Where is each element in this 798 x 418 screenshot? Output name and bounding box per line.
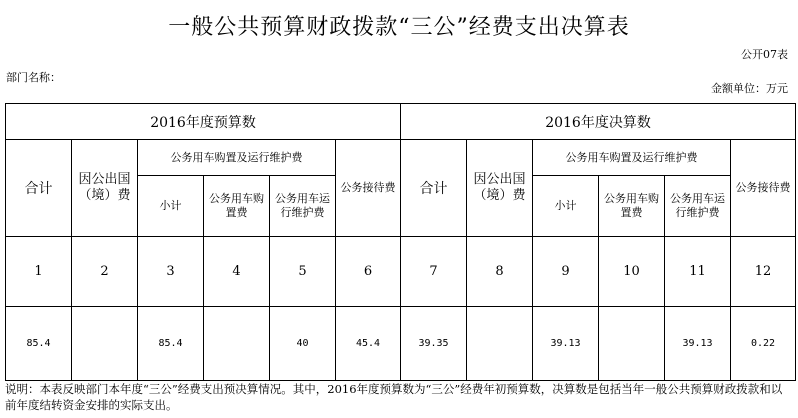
expenditure-table [5,103,796,381]
group-header-row [6,104,796,140]
column-number: 9 [533,237,599,307]
budget-total-header: 合计 [6,140,72,237]
page-title: 一般公共预算财政拨款“三公”经费支出决算表 [168,15,630,40]
final-vehicle-purchase-header: 公务用车购置费 [599,176,665,237]
budget-vehicle-maint-header: 公务用车运行维护费 [270,176,336,237]
budget-vehicle-group-header: 公务用车购置及运行维护费 [138,140,336,176]
department-label: 部门名称： [6,71,61,84]
budget-subtotal-value: 85.4 [138,307,204,381]
column-number: 7 [401,237,467,307]
column-number-row [6,237,796,307]
final-total-header: 合计 [401,140,467,237]
table-note: 说明：本表反映部门本年度“三公”经费支出预决算情况。其中，2016年度预算数为“三公”经费年初预算数，决算数是包括当年一般公共预算财政拨款和以前年度结转资金安排的实际支出。 [5,382,783,412]
column-number: 5 [270,237,336,307]
column-number: 2 [72,237,138,307]
budget-subtotal-header: 小计 [138,176,204,237]
column-number: 8 [467,237,533,307]
final-subtotal-header: 小计 [533,176,599,237]
final-vehicle-group-header: 公务用车购置及运行维护费 [533,140,731,176]
column-number: 12 [731,237,796,307]
amount-unit-label: 金额单位：万元 [711,82,788,95]
value-row [6,307,796,381]
column-number: 10 [599,237,665,307]
budget-vehicle-purchase-header: 公务用车购置费 [204,176,270,237]
final-abroad-header: 因公出国（境）费 [467,140,533,237]
budget-reception-header: 公务接待费 [336,140,401,237]
final-reception-value: 0.22 [731,307,796,381]
column-number: 1 [6,237,72,307]
column-number: 11 [665,237,731,307]
budget-abroad-value [72,307,138,381]
final-vehicle-purchase-value [599,307,665,381]
final-group-header: 2016年度决算数 [401,104,796,140]
budget-vehicle-maint-value: 40 [270,307,336,381]
budget-reception-value: 45.4 [336,307,401,381]
column-number: 4 [204,237,270,307]
final-total-value: 39.35 [401,307,467,381]
final-subtotal-value: 39.13 [533,307,599,381]
final-reception-header: 公务接待费 [731,140,796,237]
budget-abroad-header: 因公出国（境）费 [72,140,138,237]
form-number: 公开07表 [741,48,788,61]
budget-total-value: 85.4 [6,307,72,381]
final-vehicle-maint-header: 公务用车运行维护费 [665,176,731,237]
column-header-row [6,140,796,176]
budget-group-header: 2016年度预算数 [6,104,401,140]
budget-vehicle-purchase-value [204,307,270,381]
column-number: 6 [336,237,401,307]
column-number: 3 [138,237,204,307]
final-vehicle-maint-value: 39.13 [665,307,731,381]
final-abroad-value [467,307,533,381]
